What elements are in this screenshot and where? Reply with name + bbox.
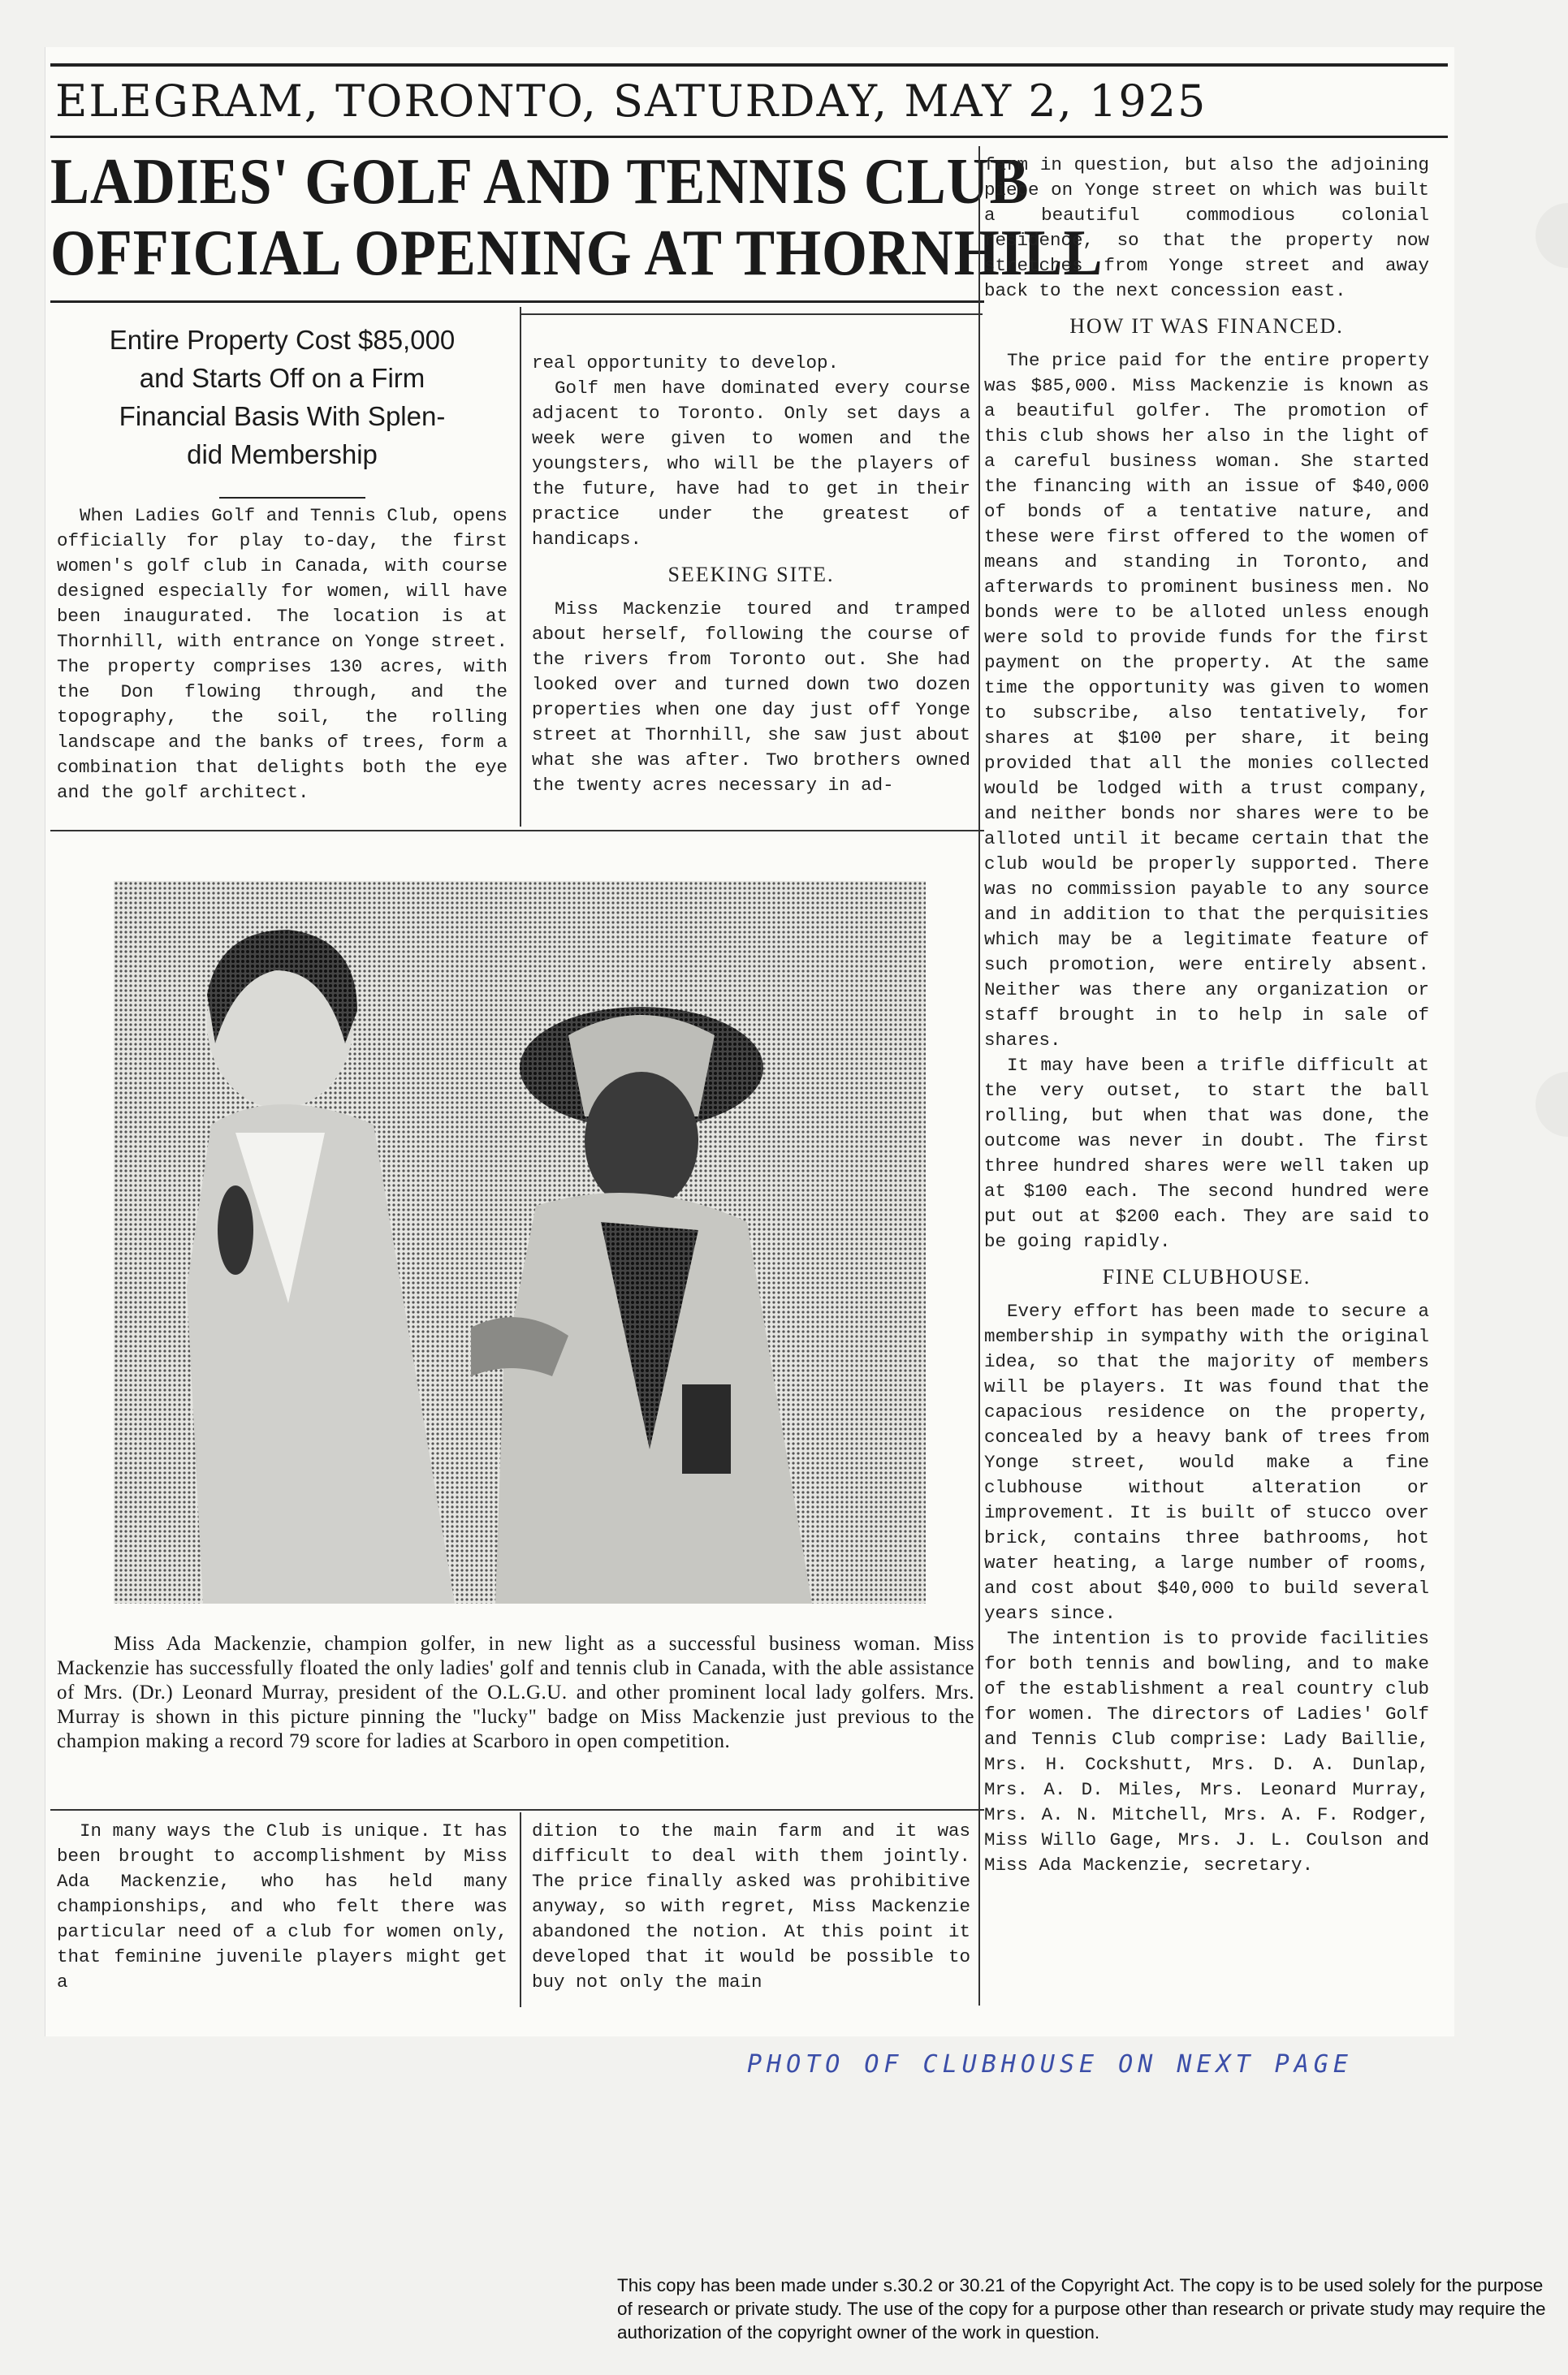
punch-hole — [1536, 1072, 1568, 1137]
column-1-top — [57, 503, 508, 805]
article-paragraph: It may have been a trifle difficult at the very outset, to start the ball rolling, but when that was done, the outcome was never in doubt. The first three hundred shares were well taken up at $100 each. The second hundred were put out at $200 each. They are said to be going rapidly. — [984, 1055, 1429, 1252]
photo-caption — [57, 1632, 974, 1754]
deck-subheadline — [57, 321, 508, 473]
deck-line-2: and Starts Off on a Firm — [139, 363, 425, 393]
article-paragraph: When Ladies Golf and Tennis Club, opens officially for play to-day, the first women's golf club in Canada, with course designed especially for women, will have been inaugurated. The location is at Thornhill, with entrance on Yonge street. The property comprises 130 acres, with the Don flowing through, and the topography, the soil, the rolling landscape and the banks of trees, form a combination that delights both the eye and the golf architect. — [57, 505, 508, 803]
column-2-top — [532, 351, 970, 798]
article-paragraph: Every effort has been made to secure a membership in sympathy with the original idea, so that the majority of members will be players. It was found that the capacious residence on the property, concealed by a heavy bank of trees from Yonge street, would make a fine clubhouse without alteration or improvement. It is built of stucco over brick, contains three bathrooms, hot water heating, a large number of rooms, and cost about $40,000 to build several years since. — [984, 1301, 1429, 1624]
section-rule — [520, 313, 983, 315]
article-paragraph: farm in question, but also the adjoining piece on Yonge street on which was built a beautiful commodious colonial residence, so that the property now stretches from Yonge street and away back to the next concession east. — [984, 154, 1429, 301]
section-subhead: FINE CLUBHOUSE. — [1102, 1265, 1311, 1289]
column-divider — [978, 146, 980, 2006]
section-subhead: SEEKING SITE. — [667, 563, 835, 586]
column-divider — [520, 307, 521, 827]
headline-line-2: OFFICIAL OPENING AT THORNHILL — [50, 218, 1104, 289]
headline-rule — [50, 300, 984, 303]
halftone-photo — [114, 881, 926, 1604]
section-subhead: HOW IT WAS FINANCED. — [1069, 314, 1344, 338]
column-2-bottom — [532, 1819, 970, 1995]
article-paragraph: real opportunity to develop. — [532, 352, 840, 374]
headline-line-1: LADIES' GOLF AND TENNIS CLUB — [50, 146, 1030, 218]
column-1-bottom — [57, 1819, 508, 1995]
article-paragraph: dition to the main farm and it was difficult to deal with them jointly. The price finally asked was prohibitive anyway, so with regret, Miss Mackenzie abandoned the notion. At this point it developed that it would be possible to buy not only the main — [532, 1820, 970, 1993]
punch-hole — [1536, 203, 1568, 268]
headline — [50, 146, 1104, 289]
deck-line-3: Financial Basis With Splen- — [119, 401, 446, 431]
article-paragraph: Miss Mackenzie toured and tramped about herself, following the course of the rivers from Toronto out. She had looked over and turned down two dozen properties when one day just off Yonge street at Thornhill, she saw just about what she was after. Two brothers owned the twenty acres necessary in ad- — [532, 598, 970, 796]
copyright-notice: This copy has been made under s.30.2 or 30.21 of the Copyright Act. The copy is to be used solely for the purpose of research or private study. The use of the copy for a purpose other than research or private study may require the authorization of the copyright owner of the work in question. — [617, 2275, 1546, 2343]
caption-rule — [50, 1809, 984, 1811]
deck-line-1: Entire Property Cost $85,000 — [109, 325, 456, 355]
section-rule — [50, 830, 984, 831]
handwritten-note: PHOTO OF CLUBHOUSE ON NEXT PAGE — [747, 2050, 1353, 2079]
article-paragraph: The intention is to provide facilities for both tennis and bowling, and to make of the establishment a real country club for women. The directors of Ladies' Golf and Tennis Club comprise: Lady Baillie, Mrs. H. Cockshutt, Mrs. D. A. Dunlap, Mrs. A. D. Miles, Mrs. Leonard Murray, Mrs. A. N. Mitchell, Mrs. A. F. Rodger, Miss Willo Gage, Mrs. J. L. Coulson and Miss Ada Mackenzie, secretary. — [984, 1628, 1429, 1876]
column-divider — [520, 1812, 521, 2007]
article-paragraph: The price paid for the entire property was $85,000. Miss Mackenzie is known as a beautiful golfer. The promotion of this club shows her also in the light of a careful business woman. She started the financing with an issue of $40,000 of bonds of a tentative nature, and these were first offered to the women of means and standing in Toronto, and afterwards to prominent business men. No bonds were to be alloted unless enough were sold to provide funds for the first payment on the property. At the same time the opportunity was given to women to subscribe, also tentatively, for shares at $100 per share, it being provided that all the monies collected would be lodged with a trust company, and neither bonds nor shares were to be alloted until it became certain that the club would be properly supported. There was no commission payable to any source and in addition to that the perquisities which may be a legitimate feature of such promotion, were entirely absent. Neither was there any organization or staff brought in to help in sale of shares. — [984, 350, 1429, 1051]
article-paragraph: In many ways the Club is unique. It has been brought to accomplishment by Miss Ada Mackenzie, who has held many championships, and who felt there was particular need of a club for women only, that feminine juvenile players might get a — [57, 1820, 508, 1993]
deck-line-4: did Membership — [187, 439, 378, 469]
masthead: ELEGRAM, TORONTO, SATURDAY, MAY 2, 1925 — [50, 63, 1448, 138]
article-paragraph: Golf men have dominated every course adjacent to Toronto. Only set days a week were given to women and the youngsters, who will be the players of the future, have had to get in their practice under the greatest of handicaps. — [532, 378, 970, 550]
caption-text: Miss Ada Mackenzie, champion golfer, in new light as a successful business woman. Miss Mackenzie has successfully floated the only ladies' golf and tennis club in Canada, with the able assistance of Mrs. (Dr.) Leonard Murray, president of the O.L.G.U. and other prominent local lady golfers. Mrs. Murray is shown in this picture pinning the "lucky" badge on Miss Mackenzie just previous to the champion making a record 79 score for ladies at Scarboro in open competition. — [57, 1633, 974, 1752]
deck-rule — [219, 497, 365, 499]
column-3 — [984, 153, 1429, 1878]
